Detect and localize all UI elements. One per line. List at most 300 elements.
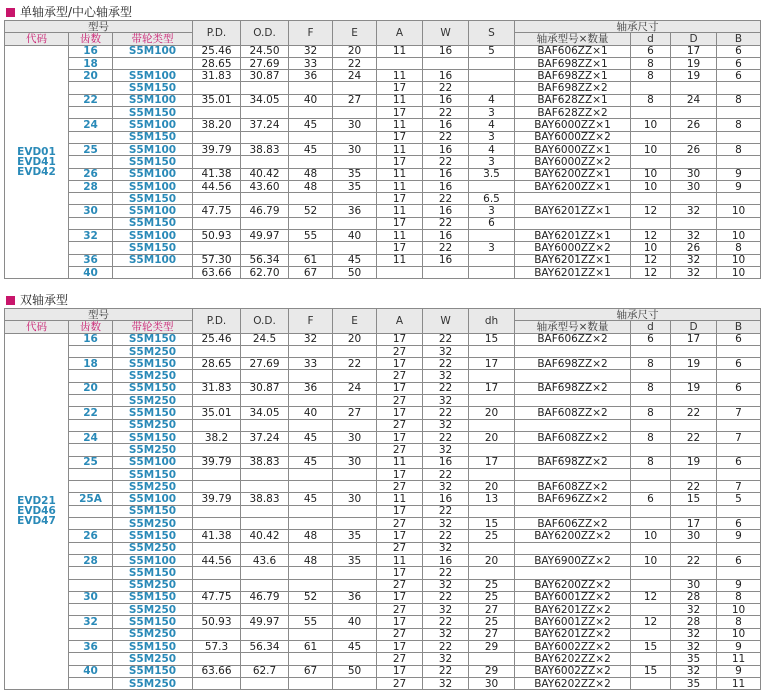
od-cell: 46.79 — [241, 591, 289, 603]
f-cell — [289, 217, 333, 229]
od-cell — [241, 628, 289, 640]
f-cell: 32 — [289, 333, 333, 345]
dh-cell: 27 — [469, 628, 515, 640]
od-cell — [241, 217, 289, 229]
s-cell — [469, 230, 515, 242]
pd-cell: 28.65 — [193, 57, 241, 69]
table-row — [5, 481, 761, 493]
d-big-cell: 32 — [671, 641, 717, 653]
a-cell: 17 — [377, 382, 423, 394]
teeth-cell: 28 — [69, 180, 113, 192]
belt-type-cell — [113, 57, 193, 69]
bearing-model-cell: BAY6201ZZ×1 — [515, 254, 631, 266]
w-cell: 22 — [423, 333, 469, 345]
teeth-cell — [69, 604, 113, 616]
e-cell: 45 — [333, 641, 377, 653]
header-model: 型号 — [5, 309, 193, 321]
e-cell — [333, 468, 377, 480]
dh-cell — [469, 444, 515, 456]
d-big-cell: 15 — [671, 493, 717, 505]
table-row — [5, 554, 761, 566]
b-cell: 6 — [717, 45, 761, 57]
table-row — [5, 518, 761, 530]
belt-type-cell: S5M250 — [113, 370, 193, 382]
d-big-cell: 30 — [671, 180, 717, 192]
w-cell: 22 — [423, 156, 469, 168]
pd-cell — [193, 518, 241, 530]
e-cell — [333, 604, 377, 616]
belt-type-cell: S5M100 — [113, 254, 193, 266]
od-cell: 38.83 — [241, 143, 289, 155]
table-row — [5, 616, 761, 628]
w-cell: 22 — [423, 131, 469, 143]
e-cell: 40 — [333, 616, 377, 628]
s-cell — [469, 254, 515, 266]
teeth-cell — [69, 107, 113, 119]
e-cell — [333, 505, 377, 517]
b-cell: 6 — [717, 57, 761, 69]
w-cell: 32 — [423, 628, 469, 640]
bearing-model-cell: BAY6200ZZ×2 — [515, 530, 631, 542]
table-row — [5, 266, 761, 278]
w-cell: 32 — [423, 419, 469, 431]
d-small-cell — [631, 444, 671, 456]
e-cell: 35 — [333, 168, 377, 180]
teeth-cell: 20 — [69, 70, 113, 82]
d-small-cell: 10 — [631, 242, 671, 254]
b-cell: 8 — [717, 616, 761, 628]
f-cell: 48 — [289, 180, 333, 192]
bearing-model-cell: BAF698ZZ×2 — [515, 358, 631, 370]
belt-type-cell: S5M150 — [113, 641, 193, 653]
bearing-model-cell: BAY6202ZZ×2 — [515, 653, 631, 665]
header-teeth: 齿数 — [69, 321, 113, 333]
f-cell: 36 — [289, 382, 333, 394]
w-cell: 16 — [423, 70, 469, 82]
d-big-cell — [671, 370, 717, 382]
table-row — [5, 407, 761, 419]
product-code-cell — [5, 45, 69, 279]
w-cell: 16 — [423, 119, 469, 131]
f-cell: 45 — [289, 431, 333, 443]
teeth-cell — [69, 156, 113, 168]
bearing-model-cell — [515, 419, 631, 431]
d-big-cell: 32 — [671, 254, 717, 266]
dh-cell — [469, 345, 515, 357]
pd-cell — [193, 107, 241, 119]
d-big-cell: 19 — [671, 382, 717, 394]
e-cell — [333, 628, 377, 640]
w-cell: 16 — [423, 45, 469, 57]
d-big-cell: 30 — [671, 168, 717, 180]
header-model: 型号 — [5, 21, 193, 33]
e-cell: 30 — [333, 119, 377, 131]
d-big-cell — [671, 107, 717, 119]
belt-type-cell: S5M100 — [113, 94, 193, 106]
e-cell: 30 — [333, 431, 377, 443]
teeth-cell: 16 — [69, 333, 113, 345]
dh-cell: 20 — [469, 481, 515, 493]
b-cell: 6 — [717, 358, 761, 370]
bearing-model-cell: BAY6000ZZ×2 — [515, 242, 631, 254]
pd-cell: 39.79 — [193, 456, 241, 468]
product-code: EVD21 — [17, 495, 56, 508]
d-big-cell: 17 — [671, 518, 717, 530]
f-cell — [289, 419, 333, 431]
table-row — [5, 505, 761, 517]
w-cell: 22 — [423, 107, 469, 119]
pd-cell — [193, 468, 241, 480]
pd-cell: 44.56 — [193, 554, 241, 566]
belt-type-cell: S5M250 — [113, 604, 193, 616]
s-cell: 3 — [469, 156, 515, 168]
f-cell: 61 — [289, 641, 333, 653]
f-cell: 40 — [289, 94, 333, 106]
f-cell: 52 — [289, 591, 333, 603]
s-cell: 3 — [469, 131, 515, 143]
d-big-cell: 17 — [671, 45, 717, 57]
belt-type-cell: S5M150 — [113, 505, 193, 517]
b-cell: 10 — [717, 254, 761, 266]
w-cell: 32 — [423, 518, 469, 530]
f-cell — [289, 468, 333, 480]
e-cell: 35 — [333, 180, 377, 192]
product-code-cell — [5, 333, 69, 690]
bearing-model-cell: BAY6900ZZ×2 — [515, 554, 631, 566]
pd-cell: 31.83 — [193, 70, 241, 82]
d-big-cell: 26 — [671, 242, 717, 254]
a-cell: 17 — [377, 505, 423, 517]
e-cell: 20 — [333, 333, 377, 345]
dh-cell: 30 — [469, 677, 515, 689]
w-cell: 32 — [423, 345, 469, 357]
f-cell — [289, 505, 333, 517]
od-cell — [241, 370, 289, 382]
bearing-model-cell: BAF698ZZ×2 — [515, 382, 631, 394]
a-cell: 11 — [377, 119, 423, 131]
dh-cell: 15 — [469, 518, 515, 530]
f-cell — [289, 444, 333, 456]
a-cell: 27 — [377, 481, 423, 493]
table-row — [5, 444, 761, 456]
bearing-model-cell — [515, 567, 631, 579]
bearing-model-cell: BAY6201ZZ×2 — [515, 604, 631, 616]
w-cell: 22 — [423, 217, 469, 229]
a-cell: 27 — [377, 370, 423, 382]
f-cell — [289, 481, 333, 493]
w-cell — [423, 57, 469, 69]
a-cell: 11 — [377, 456, 423, 468]
belt-type-cell: S5M100 — [113, 168, 193, 180]
od-cell — [241, 419, 289, 431]
f-cell — [289, 82, 333, 94]
d-big-cell — [671, 156, 717, 168]
bearing-model-cell: BAF606ZZ×1 — [515, 45, 631, 57]
bearing-model-cell — [515, 395, 631, 407]
table-row — [5, 131, 761, 143]
od-cell — [241, 518, 289, 530]
d-small-cell: 10 — [631, 554, 671, 566]
pd-cell: 57.3 — [193, 641, 241, 653]
f-cell — [289, 653, 333, 665]
d-big-cell — [671, 82, 717, 94]
table-row — [5, 493, 761, 505]
table-row — [5, 345, 761, 357]
od-cell: 56.34 — [241, 641, 289, 653]
belt-type-cell: S5M250 — [113, 345, 193, 357]
a-cell: 17 — [377, 591, 423, 603]
table-row — [5, 333, 761, 345]
header-code: 代码 — [5, 33, 69, 45]
od-cell: 34.05 — [241, 407, 289, 419]
b-cell: 6 — [717, 518, 761, 530]
f-cell: 48 — [289, 554, 333, 566]
w-cell: 16 — [423, 554, 469, 566]
f-cell — [289, 156, 333, 168]
f-cell — [289, 107, 333, 119]
d-big-cell: 17 — [671, 333, 717, 345]
od-cell: 56.34 — [241, 254, 289, 266]
table-row — [5, 468, 761, 480]
f-cell — [289, 242, 333, 254]
pd-cell: 41.38 — [193, 168, 241, 180]
teeth-cell: 40 — [69, 266, 113, 278]
teeth-cell: 32 — [69, 230, 113, 242]
header-od: O.D. — [241, 309, 289, 334]
s-cell: 4 — [469, 119, 515, 131]
dh-cell — [469, 505, 515, 517]
a-cell: 17 — [377, 217, 423, 229]
a-cell — [377, 57, 423, 69]
bearing-model-cell: BAY6000ZZ×1 — [515, 119, 631, 131]
d-big-cell: 22 — [671, 431, 717, 443]
b-cell: 9 — [717, 665, 761, 677]
e-cell — [333, 107, 377, 119]
d-small-cell — [631, 193, 671, 205]
d-small-cell: 10 — [631, 530, 671, 542]
b-cell — [717, 193, 761, 205]
a-cell: 17 — [377, 131, 423, 143]
d-small-cell — [631, 131, 671, 143]
od-cell: 37.24 — [241, 431, 289, 443]
table-row — [5, 70, 761, 82]
a-cell: 17 — [377, 530, 423, 542]
dh-cell: 17 — [469, 358, 515, 370]
belt-type-cell: S5M100 — [113, 456, 193, 468]
b-cell: 9 — [717, 180, 761, 192]
e-cell: 27 — [333, 407, 377, 419]
d-big-cell: 19 — [671, 70, 717, 82]
pd-cell: 47.75 — [193, 205, 241, 217]
belt-type-cell: S5M250 — [113, 444, 193, 456]
b-cell: 8 — [717, 143, 761, 155]
belt-type-cell: S5M250 — [113, 677, 193, 689]
od-cell — [241, 677, 289, 689]
f-cell — [289, 395, 333, 407]
e-cell: 30 — [333, 456, 377, 468]
section-title-single-bearing — [6, 5, 132, 19]
teeth-cell: 26 — [69, 168, 113, 180]
w-cell: 22 — [423, 382, 469, 394]
e-cell: 36 — [333, 205, 377, 217]
f-cell: 67 — [289, 266, 333, 278]
pd-cell: 25.46 — [193, 45, 241, 57]
belt-type-cell: S5M250 — [113, 579, 193, 591]
teeth-cell — [69, 242, 113, 254]
od-cell — [241, 579, 289, 591]
pd-cell — [193, 370, 241, 382]
f-cell: 32 — [289, 45, 333, 57]
b-cell: 10 — [717, 230, 761, 242]
header-d-big: D — [671, 33, 717, 45]
od-cell: 62.70 — [241, 266, 289, 278]
f-cell: 40 — [289, 407, 333, 419]
a-cell: 17 — [377, 333, 423, 345]
b-cell — [717, 395, 761, 407]
pd-cell: 38.20 — [193, 119, 241, 131]
teeth-cell: 24 — [69, 119, 113, 131]
header-w: W — [423, 21, 469, 46]
s-cell: 3 — [469, 107, 515, 119]
od-cell — [241, 604, 289, 616]
f-cell: 48 — [289, 530, 333, 542]
bearing-model-cell: BAY6001ZZ×2 — [515, 616, 631, 628]
od-cell: 43.60 — [241, 180, 289, 192]
d-small-cell: 10 — [631, 143, 671, 155]
w-cell: 16 — [423, 143, 469, 155]
od-cell — [241, 542, 289, 554]
teeth-cell: 16 — [69, 45, 113, 57]
od-cell: 43.6 — [241, 554, 289, 566]
pd-cell — [193, 628, 241, 640]
a-cell: 17 — [377, 193, 423, 205]
belt-type-cell: S5M150 — [113, 217, 193, 229]
w-cell: 22 — [423, 530, 469, 542]
a-cell: 27 — [377, 444, 423, 456]
section-title-text: 单轴承型/中心轴承型 — [20, 5, 133, 19]
pd-cell — [193, 677, 241, 689]
bearing-model-cell: BAY6201ZZ×1 — [515, 205, 631, 217]
header-b: B — [717, 33, 761, 45]
b-cell: 8 — [717, 591, 761, 603]
a-cell: 17 — [377, 107, 423, 119]
d-small-cell: 15 — [631, 641, 671, 653]
belt-type-cell: S5M150 — [113, 591, 193, 603]
belt-type-cell: S5M250 — [113, 628, 193, 640]
teeth-cell: 30 — [69, 205, 113, 217]
d-big-cell — [671, 567, 717, 579]
a-cell: 17 — [377, 567, 423, 579]
a-cell: 27 — [377, 653, 423, 665]
e-cell — [333, 567, 377, 579]
belt-type-cell: S5M250 — [113, 481, 193, 493]
od-cell: 40.42 — [241, 530, 289, 542]
teeth-cell — [69, 395, 113, 407]
pd-cell: 63.66 — [193, 665, 241, 677]
w-cell: 16 — [423, 456, 469, 468]
d-big-cell: 22 — [671, 554, 717, 566]
pd-cell — [193, 604, 241, 616]
teeth-cell — [69, 193, 113, 205]
f-cell: 45 — [289, 493, 333, 505]
b-cell — [717, 419, 761, 431]
table-row — [5, 358, 761, 370]
belt-type-cell: S5M150 — [113, 333, 193, 345]
b-cell: 9 — [717, 579, 761, 591]
pd-cell: 39.79 — [193, 493, 241, 505]
dh-cell — [469, 370, 515, 382]
teeth-cell: 36 — [69, 641, 113, 653]
pd-cell — [193, 395, 241, 407]
table-row — [5, 242, 761, 254]
belt-type-cell: S5M100 — [113, 180, 193, 192]
bearing-model-cell: BAF606ZZ×2 — [515, 518, 631, 530]
d-big-cell: 22 — [671, 481, 717, 493]
d-big-cell: 19 — [671, 358, 717, 370]
bearing-model-cell: BAY6202ZZ×2 — [515, 677, 631, 689]
d-big-cell: 19 — [671, 456, 717, 468]
header-a: A — [377, 309, 423, 334]
b-cell: 11 — [717, 677, 761, 689]
w-cell: 22 — [423, 505, 469, 517]
pd-cell — [193, 242, 241, 254]
e-cell: 40 — [333, 230, 377, 242]
table-row — [5, 641, 761, 653]
d-big-cell — [671, 542, 717, 554]
pd-cell — [193, 193, 241, 205]
od-cell: 30.87 — [241, 70, 289, 82]
d-small-cell — [631, 468, 671, 480]
bearing-model-cell — [515, 345, 631, 357]
bearing-model-cell — [515, 468, 631, 480]
a-cell — [377, 266, 423, 278]
b-cell — [717, 542, 761, 554]
f-cell: 61 — [289, 254, 333, 266]
belt-type-cell: S5M250 — [113, 518, 193, 530]
teeth-cell — [69, 481, 113, 493]
pd-cell — [193, 653, 241, 665]
e-cell: 50 — [333, 665, 377, 677]
f-cell — [289, 567, 333, 579]
b-cell — [717, 468, 761, 480]
d-small-cell — [631, 345, 671, 357]
e-cell: 22 — [333, 57, 377, 69]
e-cell: 35 — [333, 530, 377, 542]
a-cell: 27 — [377, 579, 423, 591]
b-cell — [717, 131, 761, 143]
bearing-model-cell: BAF698ZZ×2 — [515, 456, 631, 468]
e-cell: 22 — [333, 358, 377, 370]
teeth-cell: 26 — [69, 530, 113, 542]
d-small-cell: 8 — [631, 431, 671, 443]
a-cell: 11 — [377, 94, 423, 106]
w-cell: 32 — [423, 395, 469, 407]
table-row — [5, 45, 761, 57]
e-cell — [333, 82, 377, 94]
w-cell: 16 — [423, 94, 469, 106]
s-cell: 4 — [469, 94, 515, 106]
teeth-cell: 18 — [69, 358, 113, 370]
pd-cell — [193, 567, 241, 579]
belt-type-cell: S5M100 — [113, 143, 193, 155]
a-cell: 11 — [377, 180, 423, 192]
a-cell: 11 — [377, 143, 423, 155]
table-row — [5, 370, 761, 382]
dh-cell: 27 — [469, 604, 515, 616]
b-cell: 8 — [717, 119, 761, 131]
d-big-cell: 26 — [671, 119, 717, 131]
table-row — [5, 205, 761, 217]
